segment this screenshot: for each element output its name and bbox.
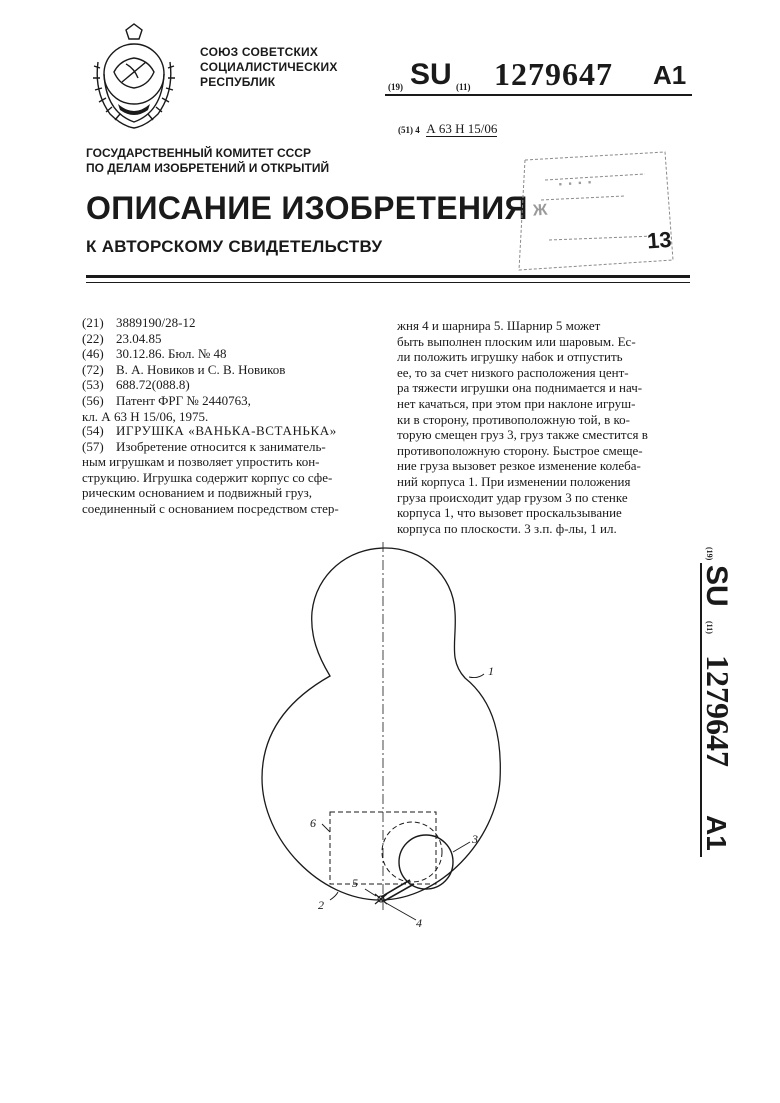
biblio-line: кл. А 63 Н 15/06, 1975. [82,408,209,424]
code-11: (11) [456,82,471,92]
union-name [200,45,338,90]
biblio-line: (21) 3889190/28-12 [82,315,196,330]
text-line: корпуса 1, что вызовет проскальзывание [397,505,622,521]
label-3: 3 [472,832,478,846]
text-line: ний корпуса 1. При изменении положения [397,473,631,489]
committee-line-1: ГОСУДАРСТВЕННЫЙ КОМИТЕТ СССР [86,146,311,160]
header-rule-thin [86,282,690,283]
abstract-line: ным игрушкам и позволяет упростить кон- [82,454,320,470]
text-line: груза происходит удар грузом 3 по стенке [397,489,628,505]
bibliographic-data [82,315,382,424]
text-line: ее, то за счет низкого расположения цент- [397,364,629,380]
abstract [82,423,372,517]
vert-number: 1279647 [700,655,736,767]
ipc-value: А 63 Н 15/06 [426,121,498,136]
label-6: 6 [310,816,316,830]
vert-kind: A1 [701,815,732,851]
abstract-line: рическим основанием и подвижный груз, [82,485,312,501]
patent-number-header [388,56,690,96]
biblio-line: (72) В. А. Новиков и С. В. Новиков [82,361,286,377]
kind-code: A1 [653,60,687,90]
svg-text:· · · ·: · · · · [557,174,594,194]
label-4: 4 [416,916,422,930]
committee-line-2: ПО ДЕЛАМ ИЗОБРЕТЕНИЙ И ОТКРЫТИЙ [86,161,330,175]
text-line: жня 4 и шарнира 5. Шарнир 5 может [397,318,601,333]
union-line-3: РЕСПУБЛИК [200,75,276,89]
ipc-field-code: (51) 4 [398,125,420,135]
code-19: (19) [388,82,403,92]
country-code: SU [410,58,452,91]
svg-text:Ж: Ж [532,201,548,220]
label-1: 1 [488,664,494,678]
ipc-classification [398,121,497,137]
biblio-line: (46) 30.12.86. Бюл. № 48 [82,346,227,362]
abstract-line: струкцию. Игрушка содержит корпус со сфе- [82,469,333,485]
text-line: ки в сторону, противоположную той, в ко- [397,411,631,427]
abstract-line: соединенный с основанием посредством стер- [82,500,339,516]
biblio-line: (56) Патент ФРГ № 2440763, [82,392,251,408]
label-5: 5 [352,876,358,890]
figure-labels [240,540,540,940]
ussr-emblem-icon [80,22,188,134]
vert-country: SU [700,565,733,607]
committee-name [86,146,329,176]
text-line: противоположную сторону. Быстрое смеще- [397,442,643,458]
abstract-line: (57) Изобретение относится к заниматель- [82,438,326,454]
vert-code-11: (11) [705,621,714,634]
text-line: торую смещен груз 3, груз также сместится в [397,427,648,443]
stamp-number: 13 [646,226,673,254]
abstract-continuation [397,318,687,536]
text-line: корпуса по плоскости. 3 з.п. ф-лы, 1 ил. [397,520,617,536]
label-2: 2 [318,898,324,912]
header-underline [385,94,692,96]
union-line-2: СОЦИАЛИСТИЧЕСКИХ [200,60,338,74]
library-stamp [505,140,680,280]
biblio-line: (53) 688.72(088.8) [82,377,190,393]
text-line: ли положить игрушку набок и отпустить [397,349,623,365]
invention-title: (54) ИГРУШКА «ВАНЬКА-ВСТАНЬКА» [82,423,337,438]
text-line: нет качаться, при этом при наклоне игруш- [397,395,636,411]
biblio-line: (22) 23.04.85 [82,330,162,346]
text-line: ние груза вызовет резкое изменение колеба- [397,458,641,474]
text-line: ра тяжести игрушки она поднимается и нач- [397,380,643,396]
document-title: ОПИСАНИЕ ИЗОБРЕТЕНИЯ [86,190,528,226]
patent-number: 1279647 [494,56,613,92]
vertical-patent-number [697,545,737,885]
text-line: быть выполнен плоским или шаровым. Ес- [397,333,636,349]
union-line-1: СОЮЗ СОВЕТСКИХ [200,45,319,59]
vert-code-19: (19) [705,547,714,561]
document-subtitle: К АВТОРСКОМУ СВИДЕТЕЛЬСТВУ [86,237,383,256]
